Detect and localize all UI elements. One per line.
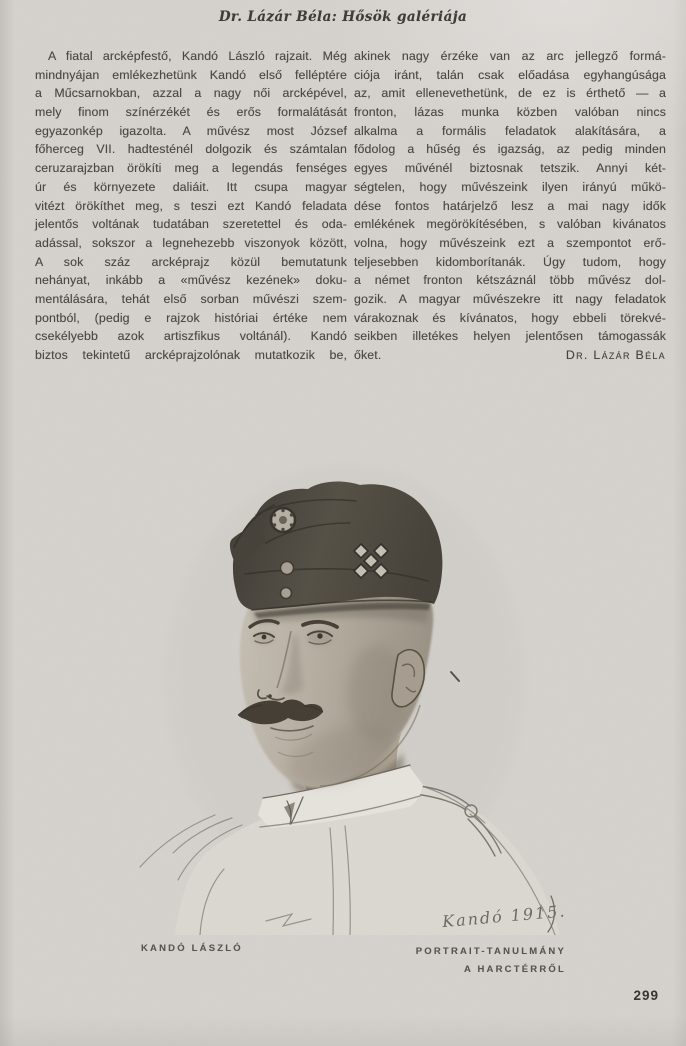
text-line: A sok száz arcképrajz közül bemutatunk: [35, 254, 347, 269]
text-line: seikben illetékes helyen jelentősen támogassák: [354, 329, 666, 344]
text-line: csekélyebb azok artiszfikus voltánál). Kandó: [35, 329, 347, 344]
text-line: volna, hogy művészeink ezt a szempontot erő-: [354, 235, 666, 250]
article-column-left: [35, 47, 347, 365]
text-line: a Műcsarnokban, azzal a nagy női arcképével,: [35, 86, 347, 101]
text-line: gozik. A magyar művészekre itt nagy feladatok: [354, 291, 666, 306]
text-line: várakoznak és kívánatos, hogy ebbeli törekvé-: [354, 310, 666, 325]
text-line: ciója iránt, talán csak előadása egyhangúsága: [354, 67, 666, 82]
text-line: jelentős voltának tudatában szeretettel és oda-: [35, 217, 347, 232]
cap-button-icon: [281, 588, 292, 599]
caption-artist-name: KANDÓ LÁSZLÓ: [141, 943, 243, 954]
caption-artwork-title: [416, 943, 566, 979]
text-line: pontból, (pedig e rajzok históriai értéke nem: [35, 310, 347, 325]
caption-artwork-title-line2: A HARCTÉRRŐL: [463, 964, 566, 975]
text-line: egyazonkép igazolta. A művész most József: [35, 123, 347, 138]
text-line: A fiatal arcképfestő, Kandó László rajzait. Még: [48, 49, 347, 63]
caption-artwork-title-line1: PORTRAIT-TANULMÁNY: [415, 946, 566, 957]
text-line: vitézt örökíthet meg, s teszi ezt Kandó feladata: [35, 198, 347, 213]
text-line: nehányat, inkább a «művész kezének» doku-: [35, 273, 347, 288]
text-line: úr és környezete daliáit. Itt csupa magyar: [35, 179, 347, 194]
page-number: 299: [633, 988, 659, 1003]
signature-text: Kandó 1915.: [441, 901, 568, 932]
text-line: mely finom színérzékét és erős formalátását: [35, 105, 347, 120]
author-line: [354, 346, 666, 365]
text-line: mindnyájan emlékezhetünk Kandó első felléptére: [35, 67, 347, 82]
text-line: fronton, lázas munka közben valóban nincs: [354, 105, 666, 120]
cap-button-icon: [281, 562, 294, 575]
text-line: akinek nagy érzéke van az arc jellegző formá-: [354, 49, 666, 63]
cap-rosette-icon: [271, 508, 295, 532]
text-line: mentálására, tehát első sorban művészi szem-: [35, 291, 347, 306]
portrait-drawing: [130, 455, 570, 935]
text-line: biztos tekintetű arcképrajzolónak mutatkozik be,: [35, 348, 347, 362]
text-line: teljesebben kidomborítanák. Úgy tudom, hogy: [354, 254, 666, 269]
text-line: alkalma a formális feladatok alakítására, a: [354, 123, 666, 138]
closing-word: őket.: [354, 348, 382, 362]
text-line: ceruzarajzban örökíti meg a legendás fenséges: [35, 161, 347, 176]
article-column-right: [354, 47, 666, 365]
text-line: dése fontos határjelző lesz a mai nagy idők: [354, 198, 666, 213]
author-signature: Dr. Lázár Béla: [565, 348, 666, 362]
text-line: ségtelen, hogy művészeink ilyen irányú műkö-: [354, 179, 666, 194]
text-line: az, amit ellenevethetünk, de ez is érthető — a: [354, 86, 666, 101]
article-column-right-lines: [354, 47, 666, 346]
text-line: egyes művénél biztosnak tetszik. Annyi két-: [354, 161, 666, 176]
running-header: Dr. Lázár Béla: Hősök galériája: [218, 9, 468, 25]
text-line: főherceg VII. hadtesténél dolgozik és számtalan: [35, 142, 347, 157]
text-line: adással, sokszor a legnehezebb viszonyok között,: [35, 235, 347, 250]
text-line: emlékének megörökítésében, s valóban kivánatos: [354, 217, 666, 232]
text-line: fődolog a hűség és igazság, az pedig minden: [354, 142, 666, 157]
text-line: a német fronton kétszáznál több művész dol-: [354, 273, 666, 288]
